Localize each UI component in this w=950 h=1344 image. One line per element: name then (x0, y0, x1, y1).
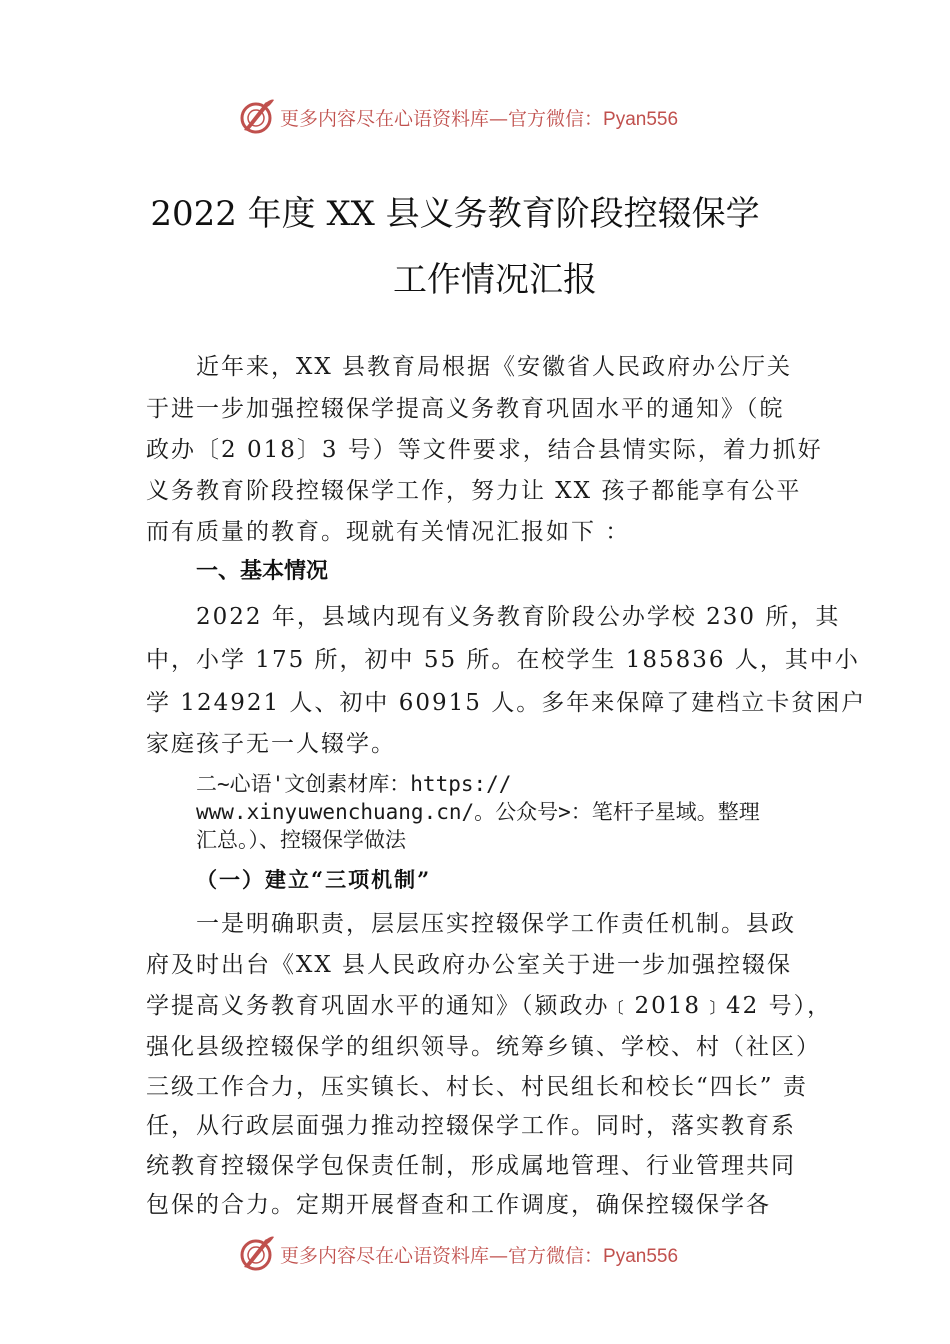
intro-line: 近年来，XX 县教育局根据《安徽省人民政府办公厅关 (196, 354, 793, 380)
quill-logo-icon (236, 1233, 276, 1273)
quill-logo-icon (236, 96, 276, 136)
banner-text: 更多内容尽在心语资料库—官方微信： (280, 1245, 604, 1267)
section2-line: www.xinyuwenchuang.cn/。公众号>：笔杆子星域。整理 (196, 800, 760, 824)
document-title-line1: 2022 年度 XX 县义务教育阶段控辍保学 (150, 194, 760, 234)
section1-line: 中，小学 175 所，初中 55 所。在校学生 185836 人，其中小 (146, 647, 860, 673)
intro-line: 而有质量的教育。现就有关情况汇报如下 ： (146, 519, 631, 545)
subsection1-line: 府及时出台《XX 县人民政府办公室关于进一步加强控辍保 (146, 952, 793, 978)
intro-line: 义务教育阶段控辍保学工作，努力让 XX 孩子都能享有公平 (146, 478, 802, 504)
document-title-line2: 工作情况汇报 (393, 260, 597, 300)
section2-line: 二~心语'文创素材库：https:// (196, 772, 512, 796)
subsection1-line: 包保的合力。定期开展督查和工作调度，确保控辍保学各 (146, 1192, 771, 1218)
section1-line: 学 124921 人、初中 60915 人。多年来保障了建档立卡贫困户 (146, 690, 867, 716)
footer-banner (0, 1233, 950, 1273)
section2-line: 汇总。）、控辍保学做法 (196, 828, 406, 852)
intro-line: 政办〔2 018〕3 号）等文件要求，结合县情实际，着力抓好 (146, 437, 823, 463)
subsection1-line: 一是明确职责，层层压实控辍保学工作责任机制。县政 (196, 911, 796, 937)
banner-wechat-id: Pyan556 (603, 1246, 679, 1267)
banner-wechat-id: Pyan556 (603, 109, 679, 130)
subsection1-line: 强化县级控辍保学的组织领导。统筹乡镇、学校、村（社区） (146, 1034, 821, 1060)
subsection1-heading: （一）建立“三项机制” (196, 867, 432, 892)
section1-heading: 一、基本情况 (196, 559, 329, 584)
section1-line: 2022 年，县域内现有义务教育阶段公办学校 230 所，其 (196, 604, 841, 630)
header-banner (0, 96, 950, 136)
section1-line: 家庭孩子无一人辍学。 (146, 731, 396, 757)
subsection1-line: 统教育控辍保学包保责任制，形成属地管理、行业管理共同 (146, 1153, 796, 1179)
subsection1-line: 三级工作合力，压实镇长、村长、村民组长和校长“四长” 责 (146, 1074, 808, 1100)
subsection1-line: 学提高义务教育巩固水平的通知》（颍政办﹝2018﹞42 号）， (146, 993, 833, 1019)
intro-line: 于进一步加强控辍保学提高义务教育巩固水平的通知》（皖 (146, 396, 785, 422)
banner-text: 更多内容尽在心语资料库—官方微信： (280, 108, 604, 130)
subsection1-line: 任，从行政层面强力推动控辍保学工作。同时，落实教育系 (146, 1113, 796, 1139)
